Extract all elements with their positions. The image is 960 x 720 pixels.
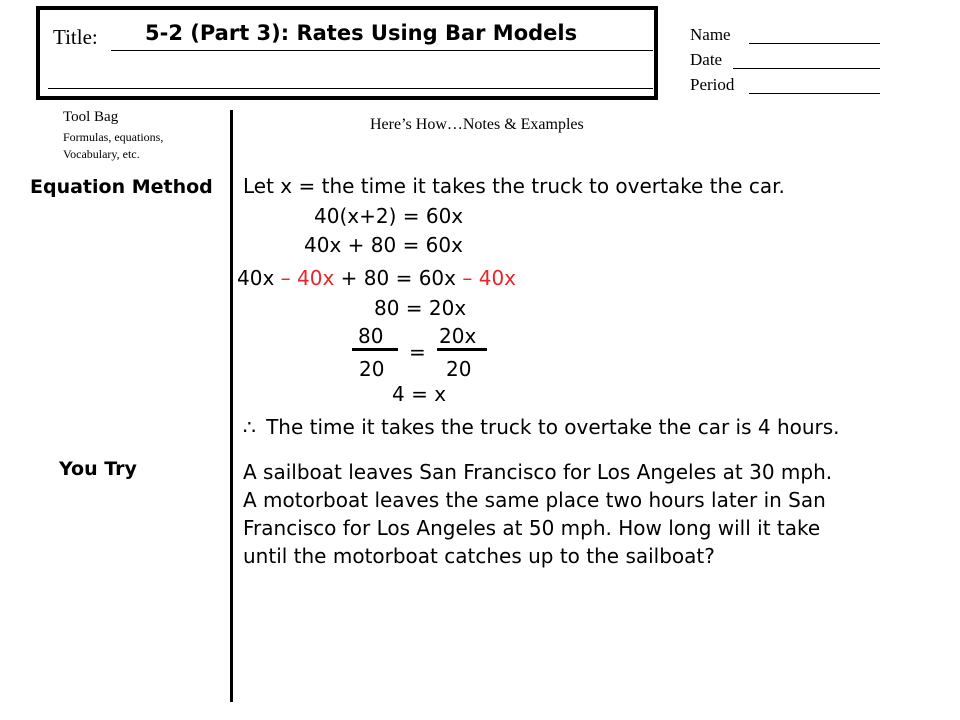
- step3-subtract-left: – 40x: [280, 266, 335, 290]
- date-blank: [733, 68, 880, 69]
- name-label: Name: [690, 25, 731, 44]
- name-field: [690, 25, 731, 45]
- fraction-left-numerator: 80: [358, 324, 384, 348]
- problem-line: A motorboat leaves the same place two hours later in San: [243, 488, 826, 512]
- period-label: Period: [690, 75, 735, 94]
- conclusion-text: The time it takes the truck to overtake the car is 4 hours.: [266, 415, 840, 439]
- title-second-line: [48, 88, 653, 89]
- fraction-left-bar: [352, 348, 398, 351]
- equation-step-3: [237, 266, 516, 290]
- notes-heading: Here’s How…Notes & Examples: [370, 116, 584, 133]
- intro-line: Let x = the time it takes the truck to overtake the car.: [243, 174, 785, 198]
- step3-term-a: 40x: [237, 266, 275, 290]
- tool-bag-subheading: [63, 129, 163, 163]
- step3-subtract-right: – 40x: [462, 266, 517, 290]
- equation-result: 4 = x: [392, 382, 447, 406]
- you-try-label: You Try: [59, 458, 137, 480]
- fraction-left-denominator: 20: [359, 357, 385, 381]
- tool-bag-line: Vocabulary, etc.: [63, 147, 140, 161]
- you-try-problem: [243, 458, 943, 570]
- problem-line: until the motorboat catches up to the sailboat?: [243, 544, 715, 568]
- name-blank: [749, 43, 880, 44]
- problem-line: A sailboat leaves San Francisco for Los Angeles at 30 mph.: [243, 460, 833, 484]
- period-blank: [749, 93, 880, 94]
- page-title: 5-2 (Part 3): Rates Using Bar Models: [145, 21, 578, 45]
- title-label: Title:: [53, 25, 98, 49]
- conclusion-line: [243, 415, 840, 439]
- title-underline: [111, 50, 653, 51]
- equation-step-2: 40x + 80 = 60x: [304, 233, 463, 257]
- tool-bag-line: Formulas, equations,: [63, 130, 164, 144]
- step3-term-c: + 80 = 60x: [340, 266, 456, 290]
- fraction-right-bar: [437, 348, 487, 351]
- fraction-right-denominator: 20: [446, 357, 472, 381]
- fraction-right-numerator: 20x: [439, 324, 477, 348]
- equation-step-1: 40(x+2) = 60x: [314, 204, 464, 228]
- date-label: Date: [690, 50, 723, 69]
- column-divider: [230, 110, 233, 702]
- date-field: [690, 50, 722, 70]
- tool-bag-heading: Tool Bag: [63, 109, 119, 125]
- therefore-icon: ∴: [243, 415, 256, 439]
- period-field: [690, 75, 734, 95]
- equation-method-label: Equation Method: [30, 176, 213, 198]
- problem-line: Francisco for Los Angeles at 50 mph. How long will it take: [243, 516, 821, 540]
- equation-step-4: 80 = 20x: [374, 296, 467, 320]
- fraction-equals: =: [409, 340, 426, 364]
